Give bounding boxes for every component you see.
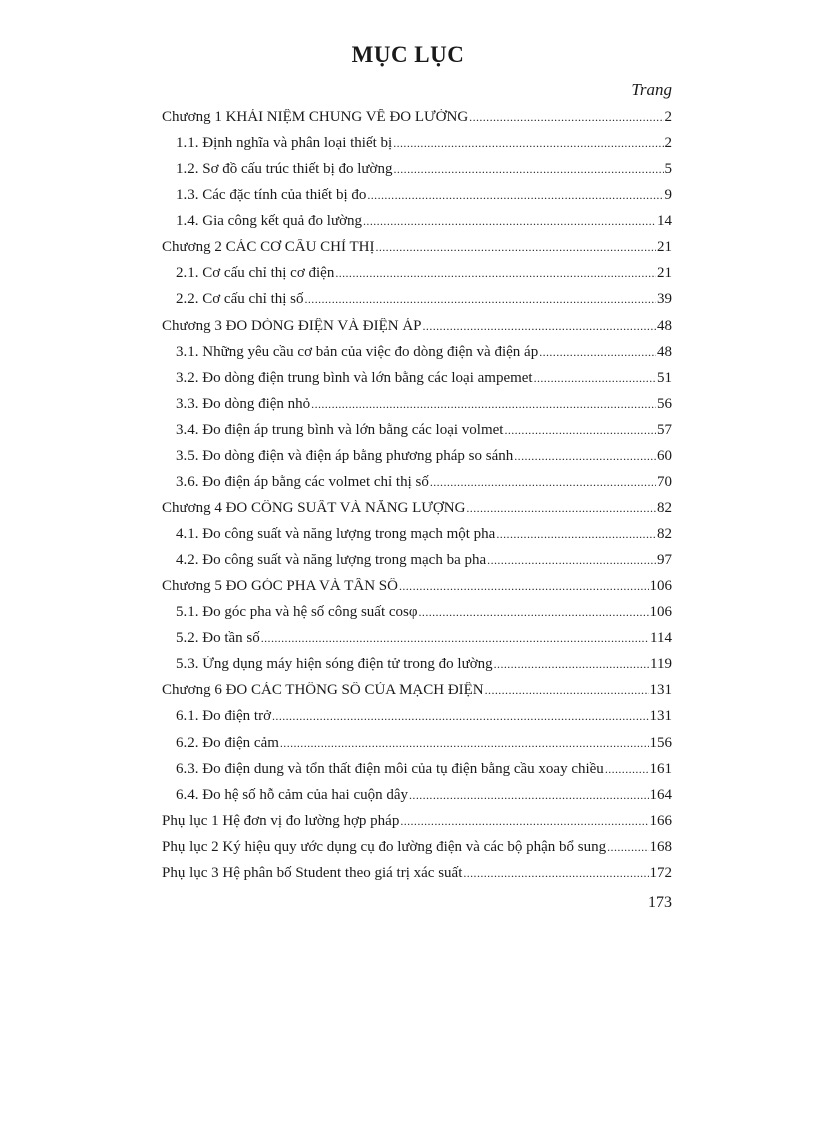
toc-entry-page: 2 — [664, 109, 672, 125]
toc-dot-leader — [393, 136, 663, 151]
toc-section-entry — [162, 161, 672, 187]
toc-entry-page: 48 — [657, 317, 672, 334]
toc-section-entry — [162, 396, 672, 422]
toc-entry-page: 97 — [657, 552, 672, 569]
toc-entry-label: Chương 4 ĐO CÔNG SUẤT VÀ NĂNG LƯỢNG — [162, 499, 466, 516]
toc-entry-label: 3.2. Đo dòng điện trung bình và lớn bằng các loại ampemet — [176, 369, 533, 386]
toc-section-entry — [162, 604, 672, 630]
toc-section-entry — [162, 630, 672, 656]
toc-entry-label: 3.1. Những yêu cầu cơ bản của việc đo dòng điện và điện áp — [176, 343, 539, 360]
toc-section-entry — [162, 187, 672, 213]
page-title: MỤC LỤC — [351, 42, 465, 67]
toc-chapter-entry — [162, 682, 672, 708]
toc-entry-page: 2 — [664, 135, 672, 152]
toc-dot-leader — [400, 814, 648, 829]
toc-chapter-entry — [162, 109, 672, 135]
toc-entry-page: 131 — [649, 708, 672, 725]
toc-entry-label: Chương 5 ĐO GÓC PHA VÀ TẦN SỐ — [162, 578, 398, 595]
toc-entry-label: 6.4. Đo hệ số hỗ cảm của hai cuộn dây — [176, 786, 409, 803]
toc-section-entry — [162, 656, 672, 682]
toc-entry-label: 6.2. Đo điện cảm — [176, 734, 279, 751]
toc-dot-leader — [469, 110, 663, 125]
toc-entry-label: 4.1. Đo công suất và năng lượng trong mạch một pha — [176, 526, 496, 542]
toc-entry-label: Chương 6 ĐO CÁC THÔNG SỐ CỦA MẠCH ĐIỆN — [162, 682, 484, 699]
toc-dot-leader — [463, 866, 648, 881]
toc-dot-leader — [280, 736, 649, 751]
page-number: 173 — [648, 894, 672, 911]
toc-entry-page: 156 — [649, 734, 672, 751]
toc-entry-label: Chương 2 CÁC CƠ CẤU CHỈ THỊ — [162, 239, 375, 256]
toc-entry-page: 161 — [649, 760, 672, 777]
toc-entry-page: 168 — [649, 838, 672, 855]
toc-chapter-entry — [162, 239, 672, 265]
toc-chapter-entry — [162, 839, 672, 865]
toc-entry-page: 166 — [649, 812, 672, 829]
toc-entry-label: 1.3. Các đặc tính của thiết bị đo — [176, 187, 367, 204]
toc-section-entry — [162, 526, 672, 552]
toc-entry-page: 119 — [650, 656, 672, 673]
toc-section-entry — [162, 291, 672, 317]
toc-dot-leader — [466, 501, 656, 516]
toc-section-entry — [162, 422, 672, 448]
toc-dot-leader — [430, 475, 656, 490]
toc-entry-page: 82 — [657, 526, 672, 542]
toc-entry-page: 106 — [649, 604, 672, 621]
toc-dot-leader — [504, 423, 656, 438]
toc-dot-leader — [305, 292, 657, 307]
toc-entry-page: 21 — [657, 239, 672, 256]
toc-section-entry — [162, 213, 672, 239]
toc-section-entry — [162, 761, 672, 787]
toc-dot-leader — [539, 345, 656, 360]
toc-dot-leader — [335, 266, 656, 281]
toc-entry-page: 70 — [657, 473, 672, 490]
toc-section-entry — [162, 735, 672, 761]
toc-entry-page: 164 — [649, 786, 672, 803]
page-column-label: Trang — [631, 80, 672, 99]
toc-chapter-entry — [162, 813, 672, 839]
toc-entry-page: 131 — [649, 682, 672, 699]
toc-entry-page: 82 — [657, 499, 672, 516]
toc-entry-page: 21 — [657, 265, 672, 282]
toc-section-entry — [162, 448, 672, 474]
toc-dot-leader — [485, 683, 649, 698]
toc-dot-leader — [487, 553, 656, 568]
toc-dot-leader — [261, 631, 649, 646]
toc-entry-page: 114 — [650, 630, 672, 647]
toc-entry-page: 9 — [664, 187, 672, 204]
toc-entry-label: 6.1. Đo điện trở — [176, 708, 272, 725]
toc-entry-label: 3.4. Đo điện áp trung bình và lớn bằng các loại volmet — [176, 421, 504, 438]
toc-entry-label: 2.2. Cơ cấu chỉ thị số — [176, 291, 304, 308]
toc-entry-page: 51 — [657, 369, 672, 386]
toc-dot-leader — [399, 579, 649, 594]
toc-dot-leader — [272, 709, 648, 724]
toc-entry-label: Phụ lục 2 Ký hiệu quy ước dụng cụ đo lường điện và các bộ phận bổ sung — [162, 838, 607, 855]
toc-section-entry — [162, 370, 672, 396]
toc-entry-label: 3.6. Đo điện áp bằng các volmet chỉ thị số — [176, 473, 429, 490]
toc-dot-leader — [534, 371, 656, 386]
toc-entry-page: 56 — [657, 395, 672, 412]
toc-entry-label: 1.2. Sơ đồ cấu trúc thiết bị đo lường — [176, 161, 393, 178]
toc-chapter-entry — [162, 318, 672, 344]
toc-entry-label: 5.1. Đo góc pha và hệ số công suất cosφ — [176, 604, 418, 621]
toc-chapter-entry — [162, 500, 672, 526]
toc-dot-leader — [607, 840, 648, 855]
toc-dot-leader — [375, 240, 656, 255]
toc-entry-page: 172 — [649, 864, 672, 881]
toc-dot-leader — [363, 214, 656, 229]
toc-dot-leader — [605, 762, 649, 777]
toc-chapter-entry — [162, 578, 672, 604]
toc-entry-label: Phụ lục 1 Hệ đơn vị đo lường hợp pháp — [162, 812, 400, 829]
toc-dot-leader — [409, 788, 648, 803]
toc-entry-page: 14 — [657, 213, 672, 230]
toc-dot-leader — [393, 162, 663, 177]
toc-dot-leader — [367, 188, 663, 203]
toc-dot-leader — [494, 657, 649, 672]
toc-section-entry — [162, 708, 672, 734]
toc-entry-page: 106 — [649, 578, 672, 595]
toc-entry-page: 48 — [657, 343, 672, 360]
toc-entry-label: 3.3. Đo dòng điện nhỏ — [176, 395, 311, 412]
toc-section-entry — [162, 787, 672, 813]
toc-entry-label: 5.3. Ứng dụng máy hiện sóng điện tử trong đo lường — [176, 656, 493, 673]
toc-dot-leader — [496, 527, 656, 542]
toc-entry-page: 39 — [657, 291, 672, 308]
toc-entry-label: 1.1. Định nghĩa và phân loại thiết bị — [176, 135, 393, 152]
toc-section-entry — [162, 265, 672, 291]
toc-entry-label: 6.3. Đo điện dung và tổn thất điện môi của tụ điện bằng cầu xoay chiều — [176, 760, 604, 777]
toc-dot-leader — [423, 319, 656, 334]
toc-entry-page: 5 — [664, 161, 672, 178]
toc-entry-label: 1.4. Gia công kết quả đo lường — [176, 213, 363, 230]
toc-section-entry — [162, 552, 672, 578]
toc-dot-leader — [514, 449, 656, 464]
toc-entry-label: 5.2. Đo tần số — [176, 630, 260, 647]
toc-entry-label: 2.1. Cơ cấu chỉ thị cơ điện — [176, 265, 335, 282]
toc-section-entry — [162, 135, 672, 161]
toc-entry-label: 4.2. Đo công suất và năng lượng trong mạch ba pha — [176, 552, 487, 569]
toc-chapter-entry — [162, 865, 672, 891]
toc-section-entry — [162, 474, 672, 500]
table-of-contents — [162, 109, 672, 891]
toc-entry-label: Chương 3 ĐO DÒNG ĐIỆN VÀ ĐIỆN ÁP — [162, 317, 422, 334]
toc-dot-leader — [419, 605, 649, 620]
toc-entry-page: 60 — [657, 447, 672, 464]
toc-dot-leader — [311, 397, 656, 412]
toc-entry-page: 57 — [657, 421, 672, 438]
toc-entry-label: Phụ lục 3 Hệ phân bố Student theo giá trị xác suất — [162, 864, 463, 881]
toc-section-entry — [162, 344, 672, 370]
toc-entry-label: Chương 1 KHÁI NIỆM CHUNG VỀ ĐO LƯỜNG — [162, 109, 469, 125]
toc-entry-label: 3.5. Đo dòng điện và điện áp bằng phương pháp so sánh — [176, 447, 514, 464]
